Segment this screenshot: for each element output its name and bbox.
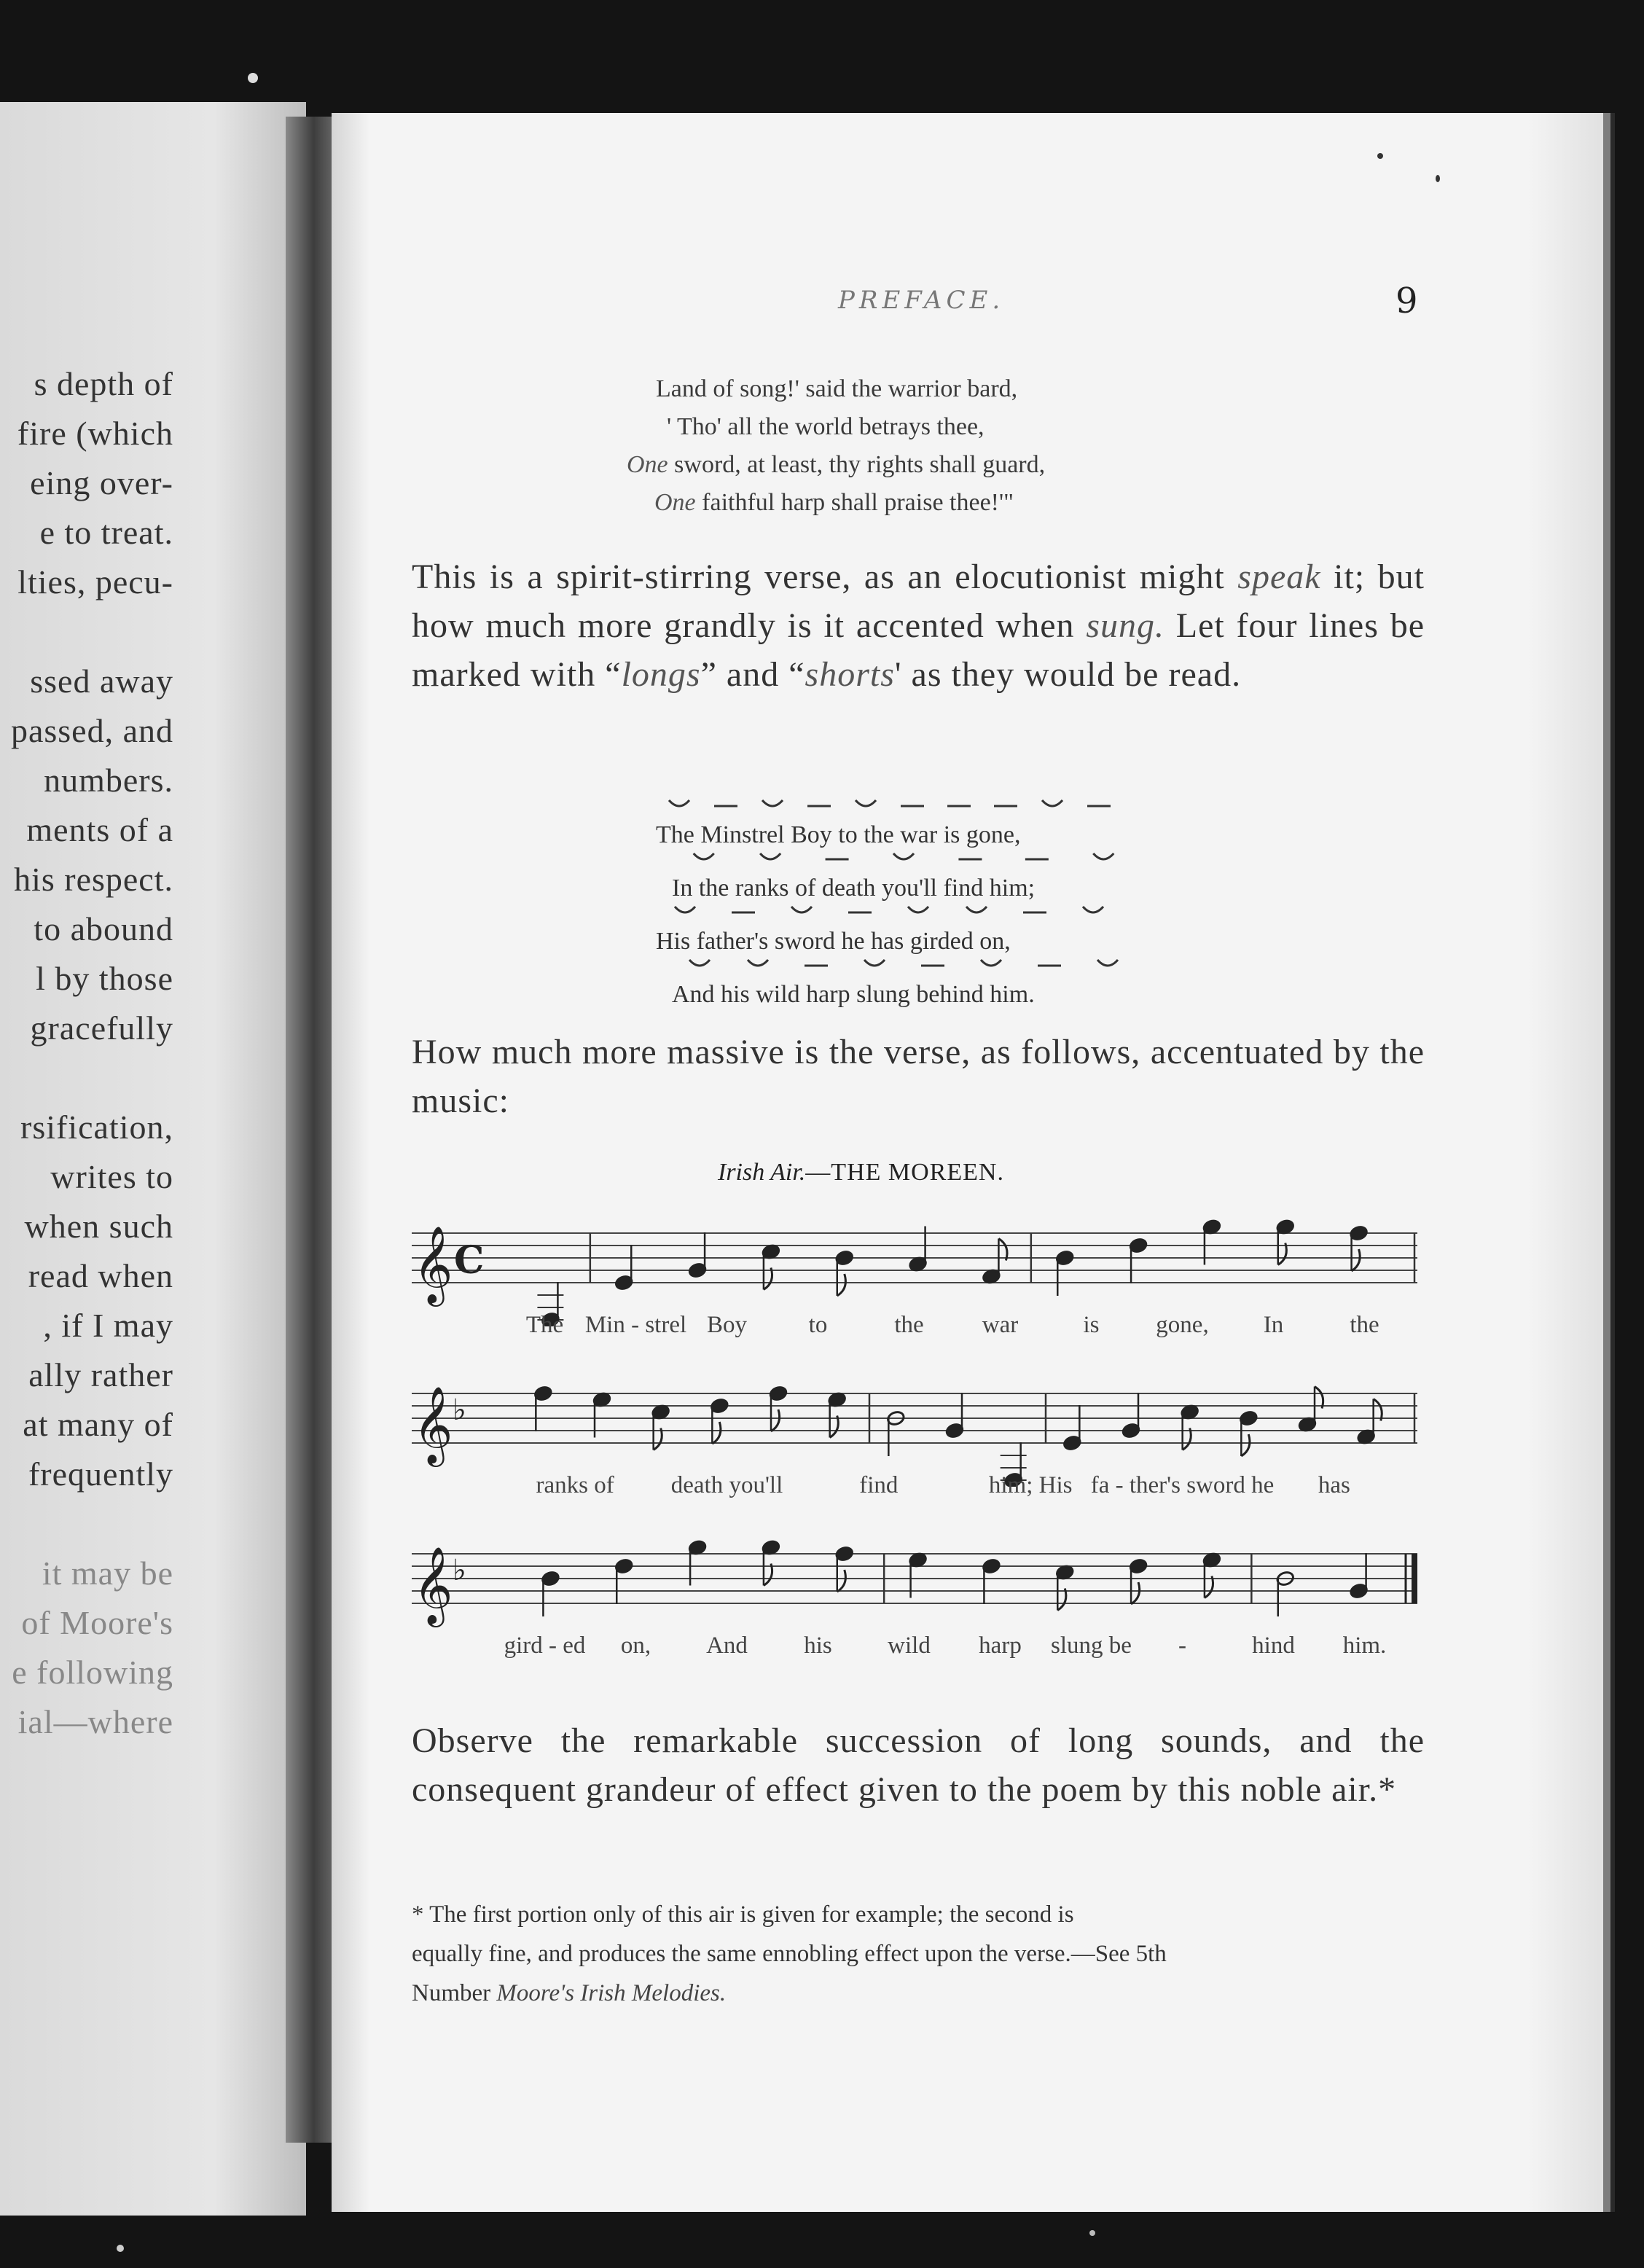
lyric-syllable: Min - strel — [584, 1312, 687, 1338]
short-mark — [675, 907, 695, 912]
short-mark — [864, 960, 885, 966]
short-mark — [1083, 907, 1103, 912]
note-flag — [712, 1422, 721, 1444]
scansion-line — [649, 796, 1173, 849]
facing-page-line: at many of — [23, 1406, 173, 1443]
footnote — [412, 1895, 1421, 2013]
scansion-line — [649, 849, 1173, 902]
lyric-syllable: on, — [620, 1632, 651, 1659]
scansion-text: The Minstrel Boy to the war is gone, — [656, 821, 1021, 848]
emphasis: One — [627, 451, 668, 478]
music-staff — [412, 1523, 1425, 1647]
verse-line — [627, 484, 1239, 522]
lyric-syllable: - — [1178, 1632, 1186, 1659]
facing-page-line: writes to — [50, 1158, 173, 1195]
short-mark — [856, 800, 876, 806]
note-flag — [837, 1570, 846, 1592]
verse-line: ' Tho' all the world betrays thee, — [667, 413, 985, 440]
paragraph-massive: How much more massive is the verse, as follows, accentuated by the music: — [412, 1033, 1425, 1120]
text: it; but how much more grandly is it accented when — [412, 558, 1425, 645]
paragraph-elocution — [412, 552, 1425, 699]
facing-page-line: eing over- — [30, 464, 173, 501]
scansion-marks — [649, 849, 1144, 867]
facing-page-line: ssed away — [30, 662, 173, 700]
music-staff — [412, 1203, 1425, 1326]
short-mark — [966, 907, 987, 912]
book-gutter — [286, 117, 337, 2143]
music-staff — [412, 1363, 1425, 1487]
facing-page-line: frequently — [28, 1455, 173, 1493]
lyric-syllable: And — [706, 1632, 748, 1659]
lyric-syllable: In — [1263, 1312, 1284, 1338]
note-flag — [837, 1274, 846, 1296]
short-mark — [669, 800, 689, 806]
lyric-syllable: harp — [979, 1632, 1022, 1659]
lyric-syllable: hind — [1252, 1632, 1295, 1659]
short-mark — [748, 960, 768, 966]
facing-page-line: ally rather — [28, 1356, 173, 1393]
lyric-syllable: gone, — [1156, 1312, 1209, 1338]
short-mark — [1093, 853, 1113, 859]
facing-page-line: ial—where — [17, 1703, 173, 1740]
lyric-syllable: fa - ther's sword he — [1090, 1472, 1275, 1498]
note-flag — [771, 1409, 780, 1431]
lyric-syllable: slung be — [1051, 1632, 1132, 1659]
facing-page-line: lties, pecu- — [17, 563, 173, 601]
facing-page-line: numbers. — [44, 762, 173, 799]
flat-sign-icon: ♭ — [453, 1393, 466, 1427]
lyric-syllable: gird - ed — [504, 1632, 586, 1659]
emphasis-sung: sung. — [1086, 606, 1164, 645]
lyric-syllable: war — [982, 1312, 1019, 1338]
facing-page-line: to abound — [34, 910, 173, 947]
scansion-marks — [649, 796, 1144, 813]
note-flag — [1352, 1249, 1361, 1271]
facing-page-line: it may be — [42, 1555, 173, 1592]
flat-sign-icon: ♭ — [453, 1554, 466, 1587]
note-flag — [1241, 1434, 1250, 1456]
text: This is a spirit-stirring verse, as an elocutionist might — [412, 558, 1238, 596]
scan-speck — [117, 2245, 124, 2252]
treble-clef-icon: 𝄞 — [413, 1225, 453, 1303]
facing-page-line: gracefully — [30, 1009, 173, 1047]
common-time-icon: C — [454, 1238, 485, 1283]
treble-clef-icon: 𝄞 — [413, 1546, 453, 1624]
facing-page-line: , if I may — [43, 1307, 173, 1344]
note-flag — [1131, 1582, 1140, 1604]
scan-speck — [1436, 175, 1440, 182]
footnote-line: * The first portion only of this air is given for example; the second is — [412, 1901, 1074, 1928]
scansion-line — [649, 902, 1173, 955]
facing-page-line: s depth of — [34, 365, 173, 402]
lyric-syllable: has — [1318, 1472, 1350, 1498]
short-mark — [893, 853, 914, 859]
facing-page-line: ments of a — [26, 811, 173, 848]
emphasis-shorts: shorts — [805, 655, 895, 694]
short-mark — [1042, 800, 1062, 806]
tune-title — [718, 1159, 1004, 1186]
scan-speck — [248, 73, 258, 83]
lyric-syllable: the — [1350, 1312, 1379, 1338]
scansion-line — [649, 955, 1173, 1009]
text: Let four lines be marked with “ — [412, 606, 1425, 694]
page-number: 9 — [1396, 281, 1418, 321]
facing-page-line: rsification, — [20, 1108, 173, 1146]
facing-page-line: e to treat. — [39, 514, 173, 551]
facing-page-line: fire (which — [17, 415, 173, 452]
quoted-verse — [627, 370, 1239, 522]
facing-page-line: read when — [28, 1257, 173, 1294]
lyric-syllable: wild — [888, 1632, 931, 1659]
scansion-verse — [649, 796, 1173, 1009]
facing-page-line: when such — [24, 1208, 173, 1245]
emphasis: One — [654, 489, 696, 516]
scansion-text: His father's sword he has girded on, — [656, 928, 1011, 955]
paragraph-observe: Observe the remarkable succession of long sounds, and the consequent grandeur of effect given to the poem by this noble air.* — [412, 1721, 1425, 1809]
scansion-text: And his wild harp slung behind him. — [672, 981, 1035, 1008]
tune-label: Irish Air. — [718, 1159, 806, 1186]
short-mark — [762, 800, 783, 806]
lyric-syllable: him. — [1342, 1632, 1387, 1659]
scan-speck — [1089, 2230, 1095, 2236]
scansion-text: In the ranks of death you'll find him; — [672, 875, 1036, 902]
short-mark — [689, 960, 710, 966]
tune-name: —THE MOREEN. — [805, 1159, 1004, 1186]
facing-page-line: his respect. — [14, 861, 173, 898]
scan-speck — [1377, 153, 1383, 159]
lyric-syllable: his — [804, 1632, 832, 1659]
short-mark — [694, 853, 714, 859]
facing-page-line: passed, and — [10, 712, 173, 749]
text: ' as they would be read. — [894, 655, 1242, 694]
treble-clef-icon: 𝄞 — [413, 1385, 453, 1463]
facing-page-line: e following — [12, 1654, 173, 1691]
short-mark — [981, 960, 1001, 966]
lyric-syllable: to — [808, 1312, 828, 1338]
facing-page-line: of Moore's — [21, 1604, 173, 1641]
short-mark — [760, 853, 780, 859]
lyric-syllable: Boy — [706, 1312, 748, 1338]
lyric-syllable: The — [525, 1312, 564, 1338]
lyric-syllable: him; His — [988, 1472, 1073, 1498]
text: ” and “ — [700, 655, 805, 694]
lyric-syllable: the — [894, 1312, 924, 1338]
short-mark — [908, 907, 928, 912]
emphasis-longs: longs — [621, 655, 701, 694]
lyric-syllable: ranks of — [536, 1472, 614, 1498]
footnote-citation: Moore's Irish Melodies. — [496, 1980, 727, 2006]
emphasis-speak: speak — [1237, 558, 1321, 596]
verse-text: faithful harp shall praise thee!'" — [695, 489, 1014, 516]
lyric-syllable: find — [859, 1472, 899, 1498]
running-head: PREFACE. — [838, 286, 1005, 315]
lyric-syllable: death you'll — [670, 1472, 783, 1498]
footnote-line: equally fine, and produces the same ennobling effect upon the verse.—See 5th — [412, 1941, 1167, 1967]
footnote-line — [412, 1974, 1421, 2013]
short-mark — [791, 907, 812, 912]
scansion-marks — [649, 955, 1144, 973]
scansion-marks — [649, 902, 1144, 920]
verse-text: sword, at least, thy rights shall guard, — [668, 451, 1046, 478]
short-mark — [1097, 960, 1118, 966]
footnote-text: Number — [412, 1980, 497, 2006]
verse-line — [627, 446, 1239, 484]
facing-page-line: l by those — [36, 960, 173, 997]
lyric-syllable: is — [1083, 1312, 1100, 1338]
verse-line: Land of song!' said the warrior bard, — [656, 375, 1018, 402]
